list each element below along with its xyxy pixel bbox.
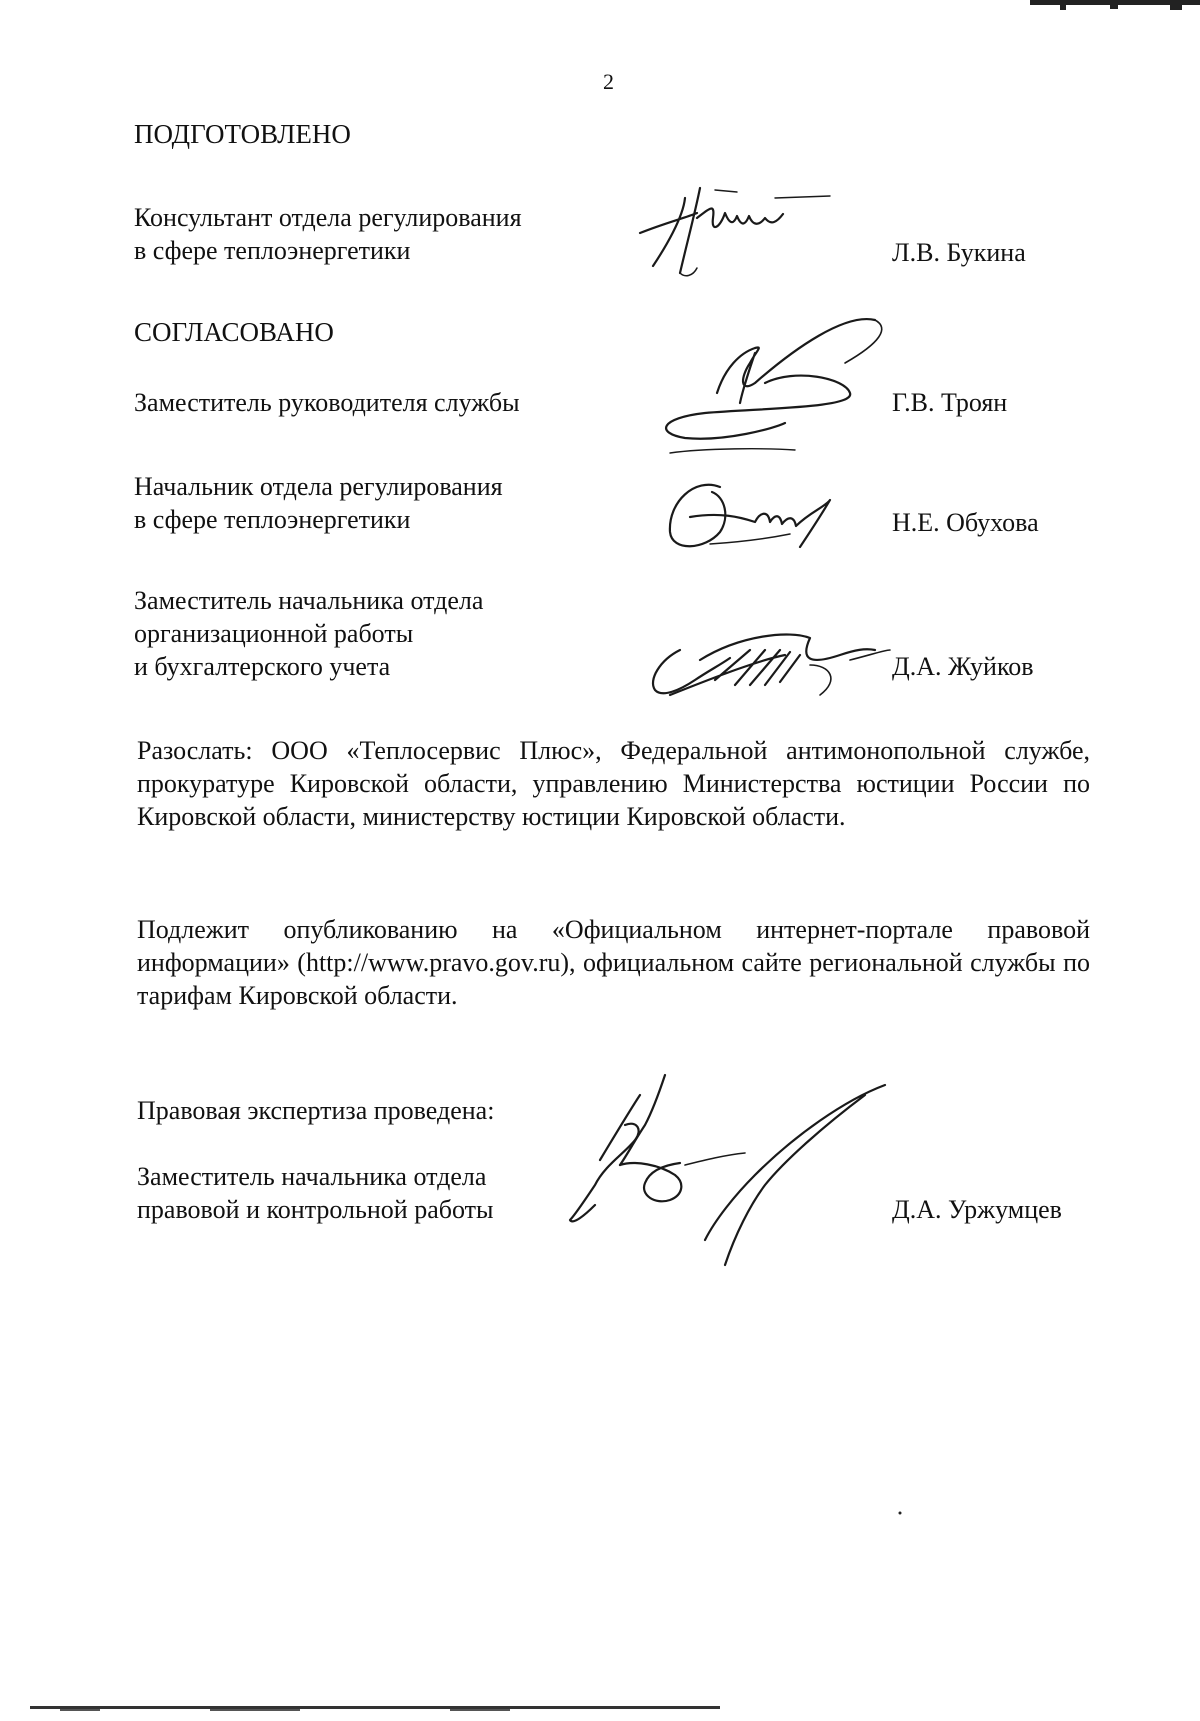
distribution-paragraph: Разослать: ООО «Теплосервис Плюс», Федеральной антимонопольной службе, прокуратуре Кировской области, управлению Министерства юстиции России по Кировской области, министерству юстиции Кировской области. [137,736,1090,831]
publication-paragraph: Подлежит опубликованию на «Официальном интернет-портале правовой информации» (http://www.pravo.gov.ru), официальном сайте региональной службы по тарифам Кировской области. [137,915,1090,1010]
signer-3-position-line-1: Заместитель начальника отдела [134,586,484,615]
scan-edge-marks [1020,0,1200,10]
signer-2-name: Н.Е. Обухова [892,508,1039,537]
signature-zhuikov [640,620,900,720]
legal-review-position-line-2: правовой и контрольной работы [137,1195,494,1224]
prepared-position-line-1: Консультант отдела регулирования [134,203,522,232]
signature-bukina [625,178,845,288]
legal-review-name: Д.А. Уржумцев [892,1195,1062,1224]
signer-2-position-line-2: в сфере теплоэнергетики [134,505,411,534]
agreed-heading: СОГЛАСОВАНО [134,317,334,347]
signer-3-name: Д.А. Жуйков [892,652,1034,681]
signature-urzhumtsev [565,1065,895,1275]
signer-1-name: Г.В. Троян [892,388,1008,417]
signature-obukhova [660,472,860,562]
signer-2-position-line-1: Начальник отдела регулирования [134,472,503,501]
signer-3-position-line-2: организационной работы [134,619,414,648]
prepared-heading: ПОДГОТОВЛЕНО [134,119,351,149]
page-number: 2 [603,69,614,94]
stray-dot [897,1510,903,1516]
prepared-position-line-2: в сфере теплоэнергетики [134,236,411,265]
signature-troyan [645,308,895,468]
prepared-name: Л.В. Букина [892,238,1026,267]
legal-review-position-line-1: Заместитель начальника отдела [137,1162,487,1191]
scan-bottom-line [30,1706,720,1712]
legal-review-heading: Правовая экспертиза проведена: [137,1096,495,1125]
signer-3-position-line-3: и бухгалтерского учета [134,652,391,681]
signer-1-position-line-1: Заместитель руководителя службы [134,388,520,417]
